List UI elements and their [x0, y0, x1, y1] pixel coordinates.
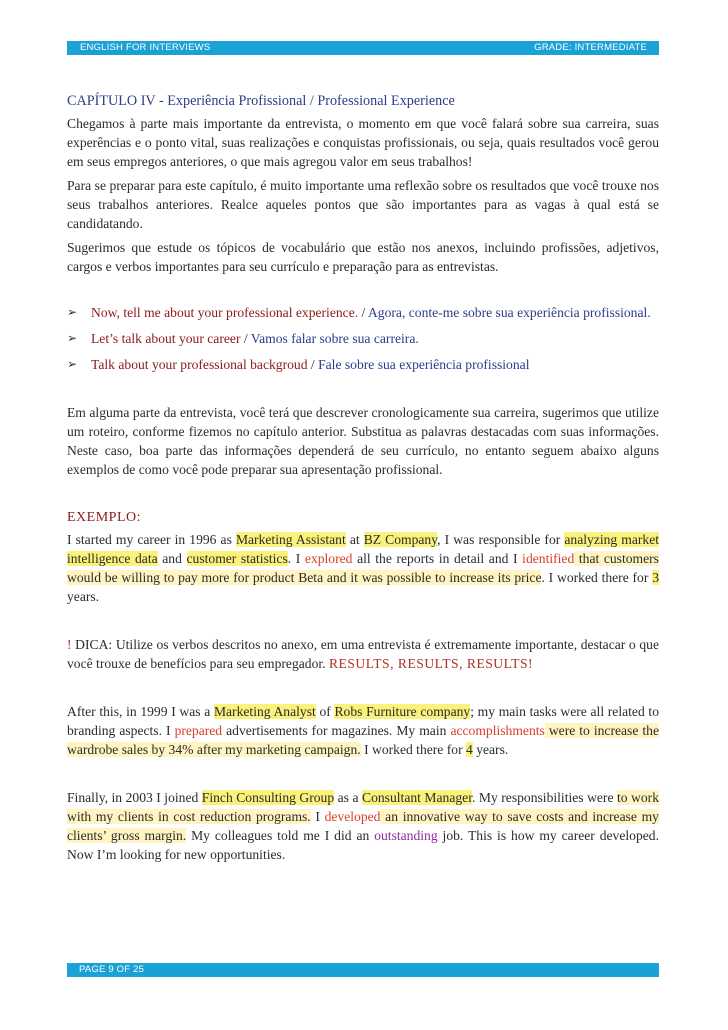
text-run: I worked there for: [360, 742, 466, 757]
question-list: [67, 303, 659, 374]
page-number: PAGE 9 OF 25: [79, 964, 145, 975]
text-run: I: [310, 809, 325, 824]
spacer: [67, 281, 659, 303]
question-separator: /: [240, 331, 251, 346]
question-english: Now, tell me about your professional experience.: [91, 305, 359, 320]
highlight-task: analyzing market intelligence data: [67, 532, 660, 566]
footer-bar: [67, 963, 659, 977]
highlight-company: Robs Furniture company: [334, 704, 471, 719]
highlight-adjective: outstanding: [374, 828, 438, 843]
highlight-verb: developed: [324, 809, 381, 824]
spacer: [67, 484, 659, 508]
text-run: years.: [472, 742, 509, 757]
text-run: job. This is how my career developed. Now I’m looking for new opportunities.: [67, 828, 659, 862]
chapter-paragraph-3: Sugerimos que estude os tópicos de vocabulário que estão nos anexos, incluindo profissões, adjetivos, cargos e verbos importantes para seu currículo e preparação para as entrevistas.: [67, 240, 659, 274]
tip-results: RESULTS, RESULTS, RESULTS!: [328, 656, 534, 671]
arrow-bullet-icon: ➢: [67, 331, 78, 345]
text-run: After this, in 1999 I was a: [67, 704, 214, 719]
highlight-verb: identified: [522, 551, 575, 566]
tip-text: DICA: Utilize os verbos descritos no anexo, em uma entrevista é extremamente importante, destacar o que você trouxe de benefícios para seu empregador.: [67, 637, 659, 671]
highlight-job-title: Marketing Analyst: [213, 704, 316, 719]
list-item: [67, 355, 659, 374]
list-item: [67, 303, 659, 322]
example-title: EXEMPLO:: [67, 510, 141, 525]
text-run: of: [315, 704, 335, 719]
tip-exclamation: !: [67, 637, 72, 652]
text-run: as a: [334, 790, 363, 805]
question-portuguese: Fale sobre sua experiência profissional: [318, 357, 530, 372]
text-run: and: [157, 551, 187, 566]
header-bar: [67, 41, 659, 55]
highlight-years: 3: [652, 570, 659, 585]
spacer: [67, 611, 659, 635]
highlight-job-title: Consultant Manager: [362, 790, 472, 805]
highlight-task: to work with my clients in cost reduction programs.: [67, 790, 659, 824]
spacer: [67, 678, 659, 702]
arrow-bullet-icon: ➢: [67, 357, 78, 371]
highlight-task: customer statistics: [186, 551, 288, 566]
highlight-verb: explored: [304, 551, 353, 566]
highlight-result: were to increase the wardrobe sales by 34% after my marketing campaign.: [67, 723, 660, 757]
question-portuguese: Vamos falar sobre sua carreira.: [250, 331, 419, 346]
highlight-verb: prepared: [174, 723, 223, 738]
main-content: [67, 92, 659, 869]
text-run: . I: [287, 551, 305, 566]
chapter-title: CAPÍTULO IV - Experiência Profissional / Professional Experience: [67, 93, 455, 109]
tip-paragraph: [67, 635, 659, 673]
text-run: years.: [67, 589, 100, 604]
spacer: [67, 381, 659, 403]
question-english: Let’s talk about your career: [91, 331, 241, 346]
chapter-paragraph-1: Chegamos à parte mais importante da entrevista, o momento em que você falará sobre sua carreira, suas experências e o ponto vital, suas realizações e conquistas profissionais, ou seja, quais resultados você gerou em seus empregos anteriores, o que mais agregou valor em seus trabalhos!: [67, 116, 659, 169]
highlight-job-title: Marketing Assistant: [235, 532, 346, 547]
text-run: I started my career in 1996 as: [67, 532, 236, 547]
highlight-verb: accomplishments: [450, 723, 545, 738]
text-run: , I was responsible for: [437, 532, 565, 547]
example-paragraph-2: [67, 702, 659, 759]
arrow-bullet-icon: ➢: [67, 305, 78, 319]
question-separator: /: [307, 357, 319, 372]
highlight-result: that customers would be willing to pay more for product Beta and it was possible to increase its price: [67, 551, 659, 585]
example-paragraph-1: [67, 530, 659, 606]
header-course-title: ENGLISH FOR INTERVIEWS: [80, 42, 211, 53]
chapter-paragraph-2: Para se preparar para este capítulo, é muito importante uma reflexão sobre os resultados que você trouxe nos seus trabalhos anteriores. Realce aqueles pontos que são importantes para as vagas à qual está se candidatando.: [67, 178, 659, 231]
text-run: Finally, in 2003 I joined: [67, 790, 202, 805]
question-english: Talk about your professional backgroud: [91, 357, 308, 372]
list-item: [67, 329, 659, 348]
text-run: ; my main tasks were all related to branding aspects. I: [67, 704, 660, 738]
example-paragraph-3: [67, 788, 659, 864]
text-run: advertisements for magazines. My main: [222, 723, 451, 738]
text-run: My colleagues told me I did an: [186, 828, 375, 843]
question-portuguese: Agora, conte-me sobre sua experiência profissional.: [367, 305, 651, 320]
highlight-result: an innovative way to save costs and increase my clients’ gross margin.: [67, 809, 659, 843]
text-run: all the reports in detail and I: [352, 551, 523, 566]
header-grade: GRADE: INTERMEDIATE: [534, 42, 647, 53]
question-separator: /: [358, 305, 368, 320]
intro-paragraph: Em alguma parte da entrevista, você terá que descrever cronologicamente sua carreira, sugerimos que utilize um roteiro, conforme fizemos no capítulo anterior. Substitua as palavras destacadas com suas informações. Neste caso, boa parte das informações dependerá de seu currículo, no entanto seguem abaixo alguns exemplos de como você pode preparar sua apresentação profissional.: [67, 405, 659, 477]
spacer: [67, 764, 659, 788]
highlight-company: Finch Consulting Group: [201, 790, 335, 805]
text-run: . I worked there for: [541, 570, 653, 585]
highlight-years: 4: [466, 742, 473, 757]
text-run: . My responsibilities were: [471, 790, 617, 805]
highlight-company: BZ Company: [363, 532, 438, 547]
text-run: at: [345, 532, 364, 547]
